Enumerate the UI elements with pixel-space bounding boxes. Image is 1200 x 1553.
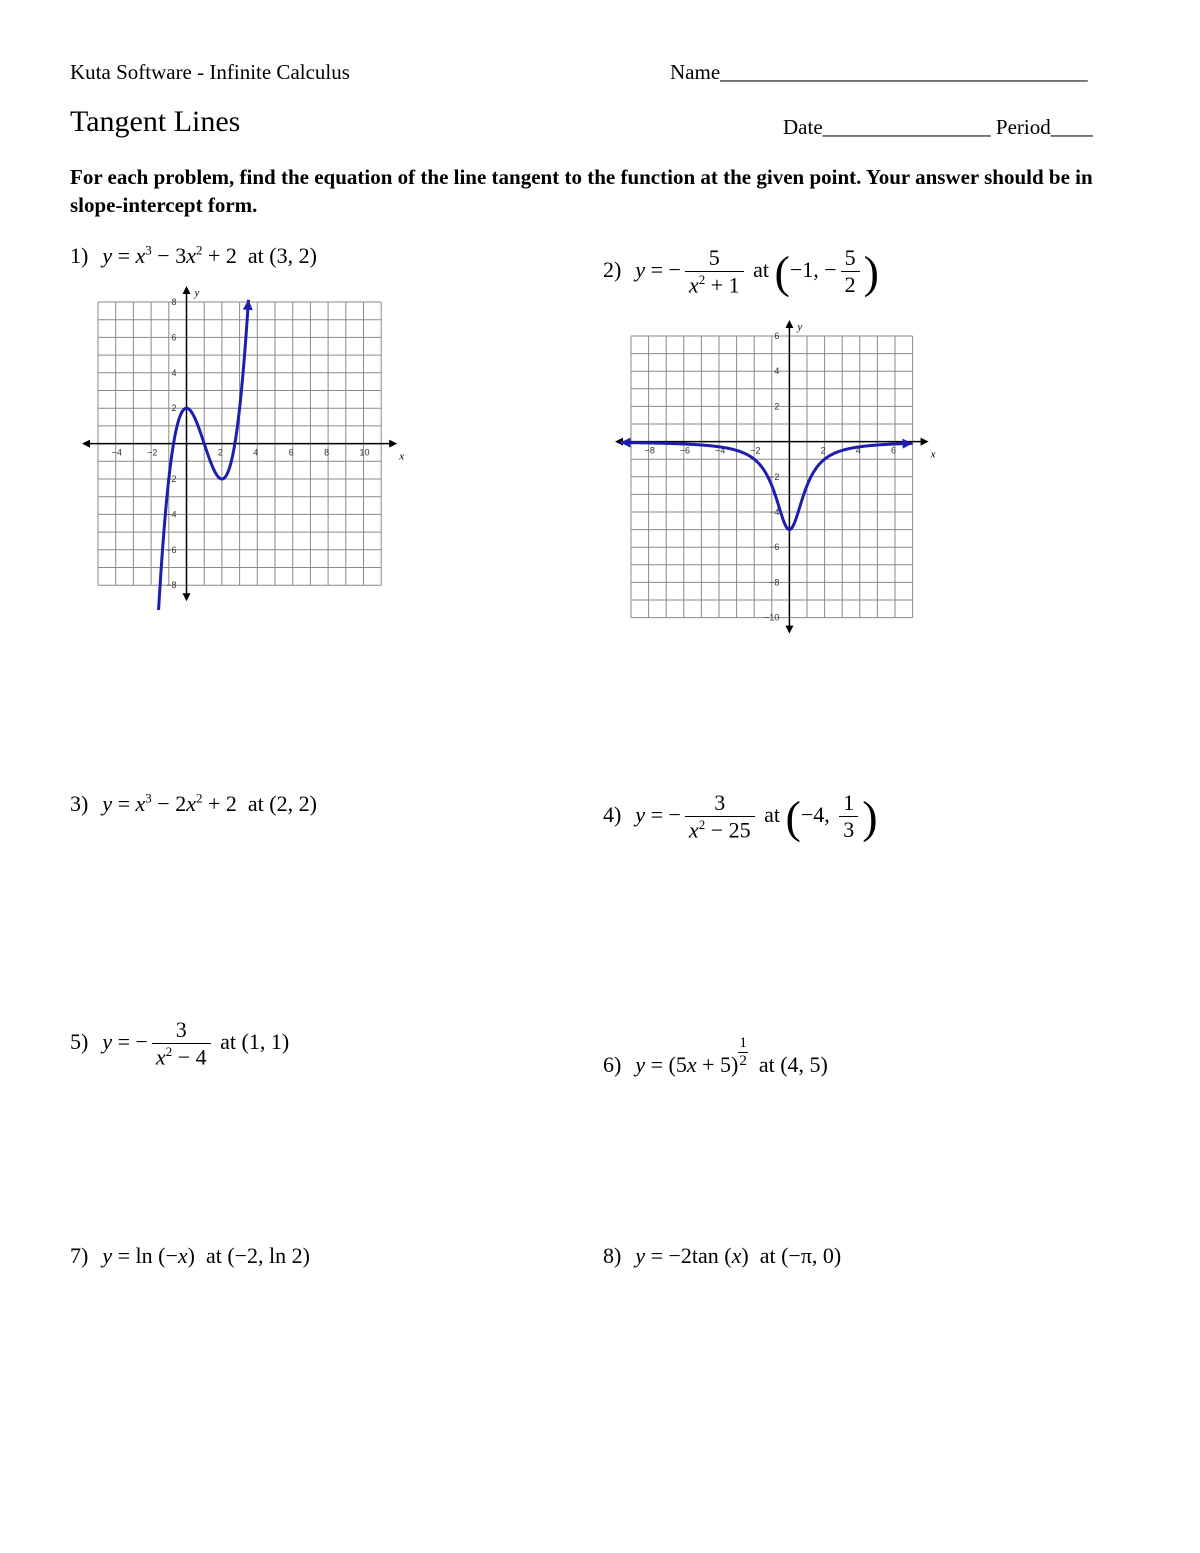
instructions: For each problem, find the equation of the line tangent to the function at the given point. Your answer should be in slope-intercept form. <box>70 165 1093 217</box>
problem-expression: $y = x^3 - 2x^2 + 2$ at (2, 2) <box>102 791 317 817</box>
y-tick-label: −8 <box>166 580 177 591</box>
x-tick-label: 6 <box>288 447 294 458</box>
problem-expression: y = −2tan (x) at (−π, 0) <box>635 1243 842 1268</box>
name-field[interactable]: Name___________________________________ <box>670 60 1088 84</box>
curve-arrowhead <box>902 439 912 449</box>
x-tick-label: −2 <box>147 447 158 458</box>
y-tick-label: 2 <box>774 401 780 412</box>
problem-number: 7) <box>70 1243 89 1268</box>
publisher-label: Kuta Software - Infinite Calculus <box>70 60 350 84</box>
x-tick-label: −2 <box>750 445 761 456</box>
x-tick-label: 4 <box>253 447 259 458</box>
worksheet-title: Tangent Lines <box>70 105 241 138</box>
y-tick-label: −8 <box>769 577 780 588</box>
problem-number: 3) <box>70 791 89 817</box>
problem-expression: y = − $\frac{3}{x^2 - 25}$ at (−4, $\frac{1}{3}$ ) <box>635 790 878 843</box>
x-tick-label: 4 <box>855 445 861 456</box>
y-tick-label: 8 <box>171 297 177 307</box>
graph-1 <box>78 280 408 610</box>
x-tick-label: 8 <box>324 447 330 458</box>
problem-1 <box>70 243 317 269</box>
problem-number: 1) <box>70 243 89 269</box>
x-tick-label: 10 <box>359 447 370 458</box>
y-axis-arrow-down <box>183 593 191 601</box>
problem-4 <box>603 790 878 843</box>
problem-number: 4) <box>603 801 622 827</box>
y-tick-label: 4 <box>774 366 780 377</box>
y-tick-label: −4 <box>166 509 177 520</box>
x-tick-label: 2 <box>217 447 223 458</box>
problem-3 <box>70 791 317 817</box>
problem-number: 8) <box>603 1243 622 1268</box>
y-tick-label: −4 <box>769 507 780 517</box>
problem-number: 5) <box>70 1028 89 1054</box>
problem-5 <box>70 1017 289 1070</box>
y-tick-label: −6 <box>166 544 177 555</box>
x-axis-label: x <box>399 450 405 463</box>
y-tick-label: 6 <box>774 331 780 341</box>
x-axis-arrow-right <box>921 438 929 446</box>
problem-2 <box>603 245 879 298</box>
y-axis-label: y <box>797 321 803 333</box>
function-curve <box>620 443 912 530</box>
problem-number: 6) <box>603 1052 622 1078</box>
y-tick-label: −2 <box>769 471 780 482</box>
problem-expression: y = − $\frac{3}{x^2 - 4}$ at (1, 1) <box>102 1017 290 1070</box>
y-tick-label: 6 <box>171 332 177 343</box>
x-tick-label: −4 <box>715 445 726 456</box>
x-tick-label: −6 <box>679 445 691 456</box>
x-tick-label: 6 <box>891 445 897 456</box>
problem-8 <box>603 1243 841 1269</box>
problem-6 <box>603 1035 828 1078</box>
x-tick-label: 2 <box>820 445 826 456</box>
problem-expression: y = ln (−x) at (−2, ln 2) <box>102 1243 310 1268</box>
function-curve <box>157 300 248 610</box>
y-axis-arrow-up <box>785 320 793 328</box>
y-axis-arrow-down <box>785 626 793 634</box>
y-tick-label: −2 <box>166 474 177 484</box>
y-axis-arrow-up <box>183 286 191 294</box>
x-axis-label: x <box>930 448 936 461</box>
problem-7 <box>70 1243 310 1269</box>
problem-expression: y = − $\frac{5}{x^2 + 1}$ at (−1, − $\frac{5}{2}$ ) <box>635 245 879 298</box>
x-axis-arrow-right <box>389 440 397 448</box>
date-period-fields[interactable]: Date________________ Period____ <box>783 115 1093 139</box>
x-tick-label: −8 <box>644 445 655 456</box>
x-tick-label: −4 <box>111 447 122 458</box>
y-tick-label: −6 <box>769 542 780 553</box>
y-tick-label: 2 <box>171 403 177 414</box>
y-axis-label: y <box>194 287 200 299</box>
problem-expression: y = (5x + 5) $^{\frac{1}{2}}$ at (4, 5) <box>635 1035 828 1078</box>
graph-2 <box>610 318 945 643</box>
y-tick-label: −10 <box>764 612 780 623</box>
y-tick-label: 4 <box>171 367 177 378</box>
curve-arrowhead <box>243 300 253 310</box>
problem-expression: $y = x^3 - 3x^2 + 2$ at (3, 2) <box>102 243 317 269</box>
x-axis-arrow-left <box>82 440 90 448</box>
problem-number: 2) <box>603 256 622 282</box>
